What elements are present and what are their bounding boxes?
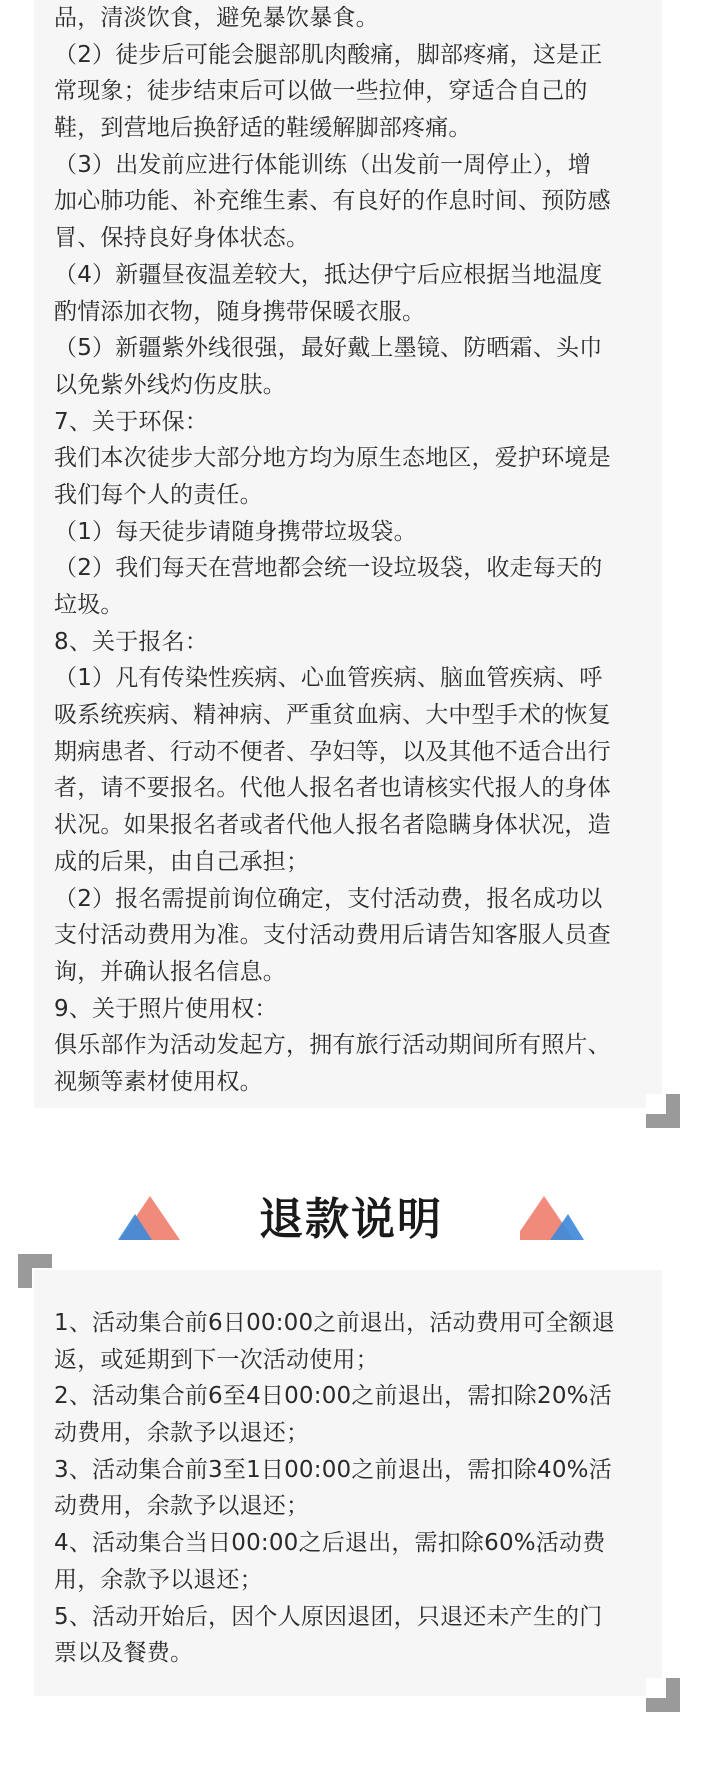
- text-line: 常现象；徒步结束后可以做一些拉伸，穿适合自己的: [54, 78, 588, 105]
- text-line: （2）我们每天在营地都会统一设垃圾袋，收走每天的: [54, 555, 603, 582]
- refund-text: [54, 1305, 644, 1672]
- text-line: 9、关于照片使用权：: [54, 995, 278, 1022]
- text-line: 鞋，到营地后换舒适的鞋缓解脚部疼痛。: [54, 115, 472, 142]
- text-line: （3）出发前应进行体能训练（出发前一周停止），增: [54, 151, 591, 178]
- text-line: （4）新疆昼夜温差较大，抵达伊宁后应根据当地温度: [54, 261, 603, 288]
- text-line: 加心肺功能、补充维生素、有良好的作息时间、预防感: [54, 188, 611, 215]
- text-line: 俱乐部作为活动发起方，拥有旅行活动期间所有照片、: [54, 1032, 611, 1059]
- text-line: 我们本次徒步大部分地方均为原生态地区，爱护环境是: [54, 445, 611, 472]
- triangle-decoration-icon: [520, 1194, 584, 1242]
- text-line: 期病患者、行动不便者、孕妇等，以及其他不适合出行: [54, 738, 611, 765]
- text-line: 返，或延期到下一次活动使用；: [54, 1346, 379, 1373]
- text-line: 动费用，余款予以退还；: [54, 1420, 310, 1447]
- text-line: 状况。如果报名者或者代他人报名者隐瞒身体状况，造: [54, 812, 611, 839]
- notice-card: [34, 0, 662, 1108]
- text-line: 吸系统疾病、精神病、严重贫血病、大中型手术的恢复: [54, 702, 611, 729]
- text-line: 8、关于报名：: [54, 628, 209, 655]
- text-line: 垃圾。: [54, 592, 124, 618]
- notice-text: [54, 0, 644, 1101]
- text-line: （2）徒步后可能会腿部肌肉酸痛，脚部疼痛，这是正: [54, 41, 603, 68]
- text-line: 7、关于环保：: [54, 408, 209, 435]
- text-line: （5）新疆紫外线很强，最好戴上墨镜、防晒霜、头巾: [54, 335, 603, 362]
- text-line: 以免紫外线灼伤皮肤。: [54, 371, 286, 398]
- text-line: （2）报名需提前询位确定，支付活动费，报名成功以: [54, 885, 603, 912]
- section-title: 退款说明: [259, 1194, 443, 1245]
- text-line: （1）每天徒步请随身携带垃圾袋。: [54, 518, 417, 545]
- text-line: 冒、保持良好身体状态。: [54, 225, 310, 252]
- refund-heading: [0, 1180, 702, 1260]
- card-corner-decoration: [646, 1678, 680, 1712]
- text-line: 酌情添加衣物，随身携带保暖衣服。: [54, 298, 426, 325]
- card-corner-decoration: [646, 1094, 680, 1128]
- text-line: 动费用，余款予以退还；: [54, 1493, 310, 1520]
- text-line: 1、活动集合前6日00:00之前退出，活动费用可全额退: [54, 1310, 615, 1336]
- text-line: 用，余款予以退还；: [54, 1566, 263, 1593]
- text-line: 视频等素材使用权。: [54, 1068, 263, 1095]
- text-line: 支付活动费用为准。支付活动费用后请告知客服人员查: [54, 922, 611, 949]
- text-line: 询，并确认报名信息。: [54, 958, 286, 985]
- text-line: 品，清淡饮食，避免暴饮暴食。: [54, 5, 379, 31]
- text-line: （1）凡有传染性疾病、心血管疾病、脑血管疾病、呼: [54, 665, 603, 692]
- text-line: 5、活动开始后，因个人原因退团，只退还未产生的门: [54, 1603, 603, 1630]
- text-line: 票以及餐费。: [54, 1640, 194, 1667]
- text-line: 成的后果，由自己承担；: [54, 848, 310, 875]
- refund-card: [34, 1270, 662, 1696]
- text-line: 我们每个人的责任。: [54, 481, 263, 508]
- text-line: 2、活动集合前6至4日00:00之前退出，需扣除20%活: [54, 1383, 612, 1410]
- text-line: 4、活动集合当日00:00之后退出，需扣除60%活动费: [54, 1530, 606, 1557]
- text-line: 者，请不要报名。代他人报名者也请核实代报人的身体: [54, 775, 611, 802]
- text-line: 3、活动集合前3至1日00:00之前退出，需扣除40%活: [54, 1456, 612, 1483]
